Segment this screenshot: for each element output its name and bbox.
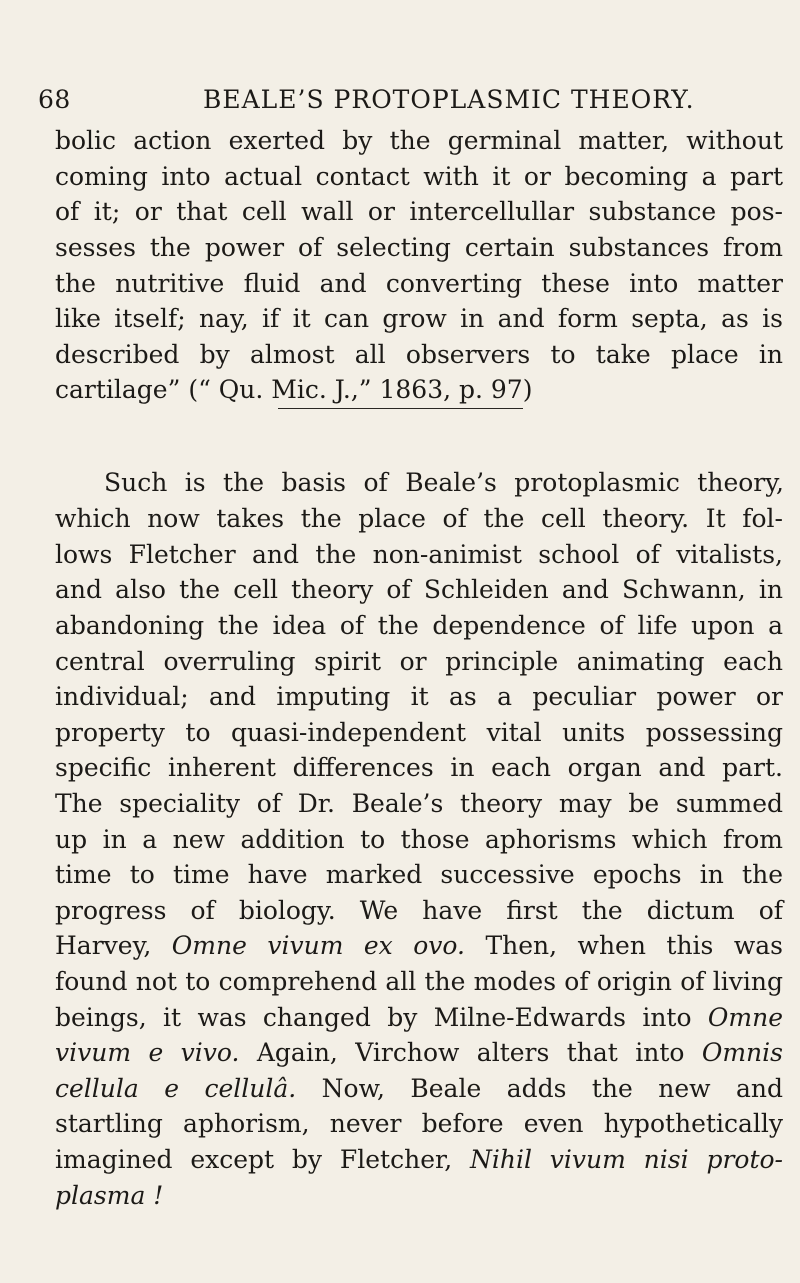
latin-dictum: vivum e vivo. bbox=[55, 1038, 240, 1067]
line-text: imagined except by Fletcher, bbox=[55, 1145, 470, 1174]
text-line: Such is the basis of Beale’s protoplasmic theory, bbox=[104, 468, 784, 497]
latin-dictum: plasma ! bbox=[55, 1181, 164, 1210]
text-line: The speciality of Dr. Beale’s theory may be summed bbox=[55, 789, 783, 818]
text-line: up in a new addition to those aphorisms which from bbox=[55, 825, 783, 854]
section-divider bbox=[278, 408, 523, 409]
latin-dictum: Omnis bbox=[701, 1038, 783, 1067]
page-number: 68 bbox=[38, 85, 71, 114]
text-line: lows Fletcher and the non-animist school of vitalists, bbox=[55, 540, 783, 569]
page-header bbox=[38, 84, 758, 116]
running-title: BEALE’S PROTOPLASMIC THEORY. bbox=[203, 85, 695, 114]
text-line: which now takes the place of the cell theory. It fol- bbox=[55, 504, 783, 533]
text-line: described by almost all observers to take place in bbox=[55, 340, 783, 369]
line-text: Then, when this was bbox=[464, 931, 783, 960]
text-line bbox=[55, 1001, 783, 1035]
line-text: Again, Virchow alters that into bbox=[239, 1038, 702, 1067]
text-line: time to time have marked successive epochs in the bbox=[55, 860, 783, 889]
text-line: and also the cell theory of Schleiden and Schwann, in bbox=[55, 575, 783, 604]
text-line: abandoning the idea of the dependence of life upon a bbox=[55, 611, 783, 640]
line-text: Harvey, bbox=[55, 931, 172, 960]
text-line: central overruling spirit or principle animating each bbox=[55, 647, 783, 676]
latin-dictum: cellula e cellulâ. bbox=[55, 1074, 297, 1103]
text-line bbox=[55, 1179, 163, 1213]
latin-dictum: Omne bbox=[707, 1003, 783, 1032]
text-line bbox=[55, 1143, 783, 1177]
text-line: individual; and imputing it as a peculiar power or bbox=[55, 682, 783, 711]
latin-dictum: Omne vivum ex ovo. bbox=[171, 931, 465, 960]
text-line: bolic action exerted by the germinal matter, without bbox=[55, 126, 783, 155]
text-line: progress of biology. We have first the dictum of bbox=[55, 896, 783, 925]
text-line: startling aphorism, never before even hypothetically bbox=[55, 1109, 783, 1138]
text-line: property to quasi-independent vital units possessing bbox=[55, 718, 783, 747]
text-line: specific inherent differences in each organ and part. bbox=[55, 753, 783, 782]
line-text: beings, it was changed by Milne-Edwards into bbox=[55, 1003, 708, 1032]
latin-dictum: Nihil vivum nisi proto- bbox=[469, 1145, 784, 1174]
text-line: sesses the power of selecting certain substances from bbox=[55, 233, 783, 262]
line-text: Now, Beale adds the new and bbox=[296, 1074, 783, 1103]
text-line: like itself; nay, if it can grow in and form septa, as is bbox=[55, 304, 783, 333]
text-line bbox=[55, 1072, 783, 1106]
text-line bbox=[55, 929, 783, 963]
text-line: of it; or that cell wall or intercellullar substance pos- bbox=[55, 197, 783, 226]
text-line: the nutritive fluid and converting these into matter bbox=[55, 269, 783, 298]
text-line bbox=[55, 1036, 783, 1070]
text-line: cartilage” (“ Qu. Mic. J.,” 1863, p. 97) bbox=[55, 375, 533, 404]
text-line: found not to comprehend all the modes of origin of living bbox=[55, 967, 783, 996]
text-line: coming into actual contact with it or becoming a part bbox=[55, 162, 783, 191]
